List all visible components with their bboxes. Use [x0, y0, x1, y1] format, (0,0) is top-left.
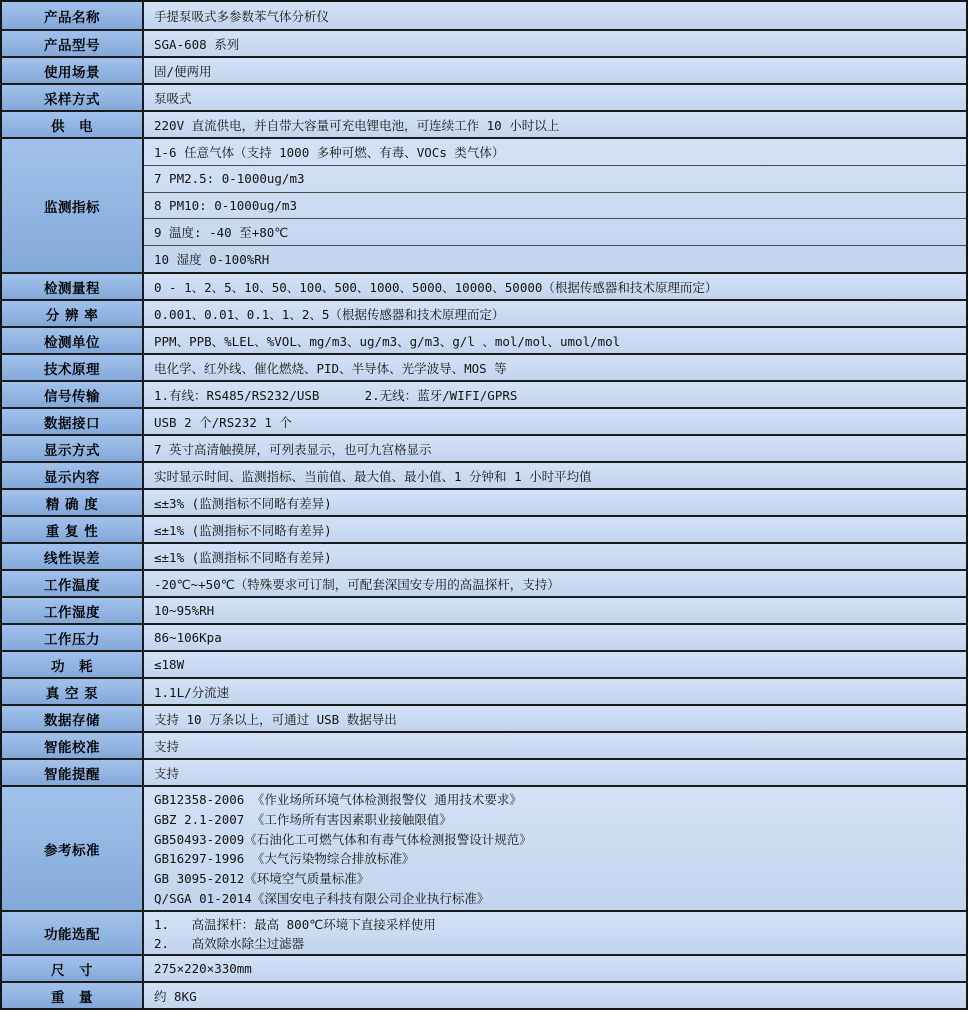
row-label-cell: [2, 706, 144, 731]
row-label: 智能校准: [44, 739, 100, 756]
row-value: 0 - 1、2、5、10、50、100、500、1000、5000、10000、50000（根据传感器和技术原理而定）: [144, 274, 966, 299]
row-value: 支持: [144, 733, 966, 758]
row-label-cell: [2, 787, 144, 910]
table-row-signal-transmission: [2, 380, 966, 407]
row-label: 采样方式: [44, 91, 100, 108]
row-label: 产品型号: [44, 37, 100, 54]
table-row-smart-reminder: [2, 758, 966, 785]
option-line: 1. 高温探杆：最高 800℃环境下直接采样使用: [154, 916, 436, 932]
table-row-detection-unit: [2, 326, 966, 353]
row-value: PPM、PPB、%LEL、%VOL、mg/m3、ug/m3、g/m3、g/l 、mol/mol、umol/mol: [144, 328, 966, 353]
row-label-cell: [2, 139, 144, 272]
row-label: 产品名称: [44, 9, 100, 26]
row-value: 电化学、红外线、催化燃烧、PID、半导体、光学波导、MOS 等: [144, 355, 966, 380]
table-row-product-model: [2, 29, 966, 56]
row-value: 约 8KG: [144, 983, 966, 1008]
row-label-cell: [2, 409, 144, 434]
table-row-sampling-method: [2, 83, 966, 110]
row-label-cell: [2, 382, 144, 407]
row-value: 220V 直流供电，并自带大容量可充电锂电池，可连续工作 10 小时以上: [144, 112, 966, 137]
row-label-cell: [2, 328, 144, 353]
row-label-cell: [2, 490, 144, 515]
row-label-cell: [2, 571, 144, 596]
row-label-cell: [2, 517, 144, 542]
row-label: 供 电: [51, 118, 93, 135]
standard-line: GB16297-1996 《大气污染物综合排放标准》: [154, 851, 415, 867]
row-label-cell: [2, 463, 144, 488]
row-label-cell: [2, 112, 144, 137]
table-row-monitor-indicators: [2, 137, 966, 272]
row-label: 重 复 性: [45, 523, 99, 540]
row-label: 尺 寸: [51, 962, 93, 979]
row-label: 检测单位: [44, 334, 100, 351]
row-label: 使用场景: [44, 64, 100, 81]
row-label-cell: [2, 274, 144, 299]
table-row-usage-scenario: [2, 56, 966, 83]
table-row-power-consumption: [2, 650, 966, 677]
row-label: 工作温度: [44, 577, 100, 594]
row-label-cell: [2, 679, 144, 704]
standard-line: GB 3095-2012《环境空气质量标准》: [154, 871, 370, 887]
row-label-cell: [2, 956, 144, 981]
table-row-data-interface: [2, 407, 966, 434]
row-value-group: [144, 139, 966, 272]
standard-line: GB12358-2006 《作业场所环境气体检测报警仪 通用技术要求》: [154, 791, 522, 807]
table-row-repeatability: [2, 515, 966, 542]
row-value: 0.001、0.01、0.1、1、2、5（根据传感器和技术原理而定）: [144, 301, 966, 326]
row-value: 泵吸式: [144, 85, 966, 110]
row-value-group: [144, 787, 966, 910]
standard-line: Q/SGA 01-2014《深国安电子科技有限公司企业执行标准》: [154, 891, 490, 907]
row-label: 检测量程: [44, 280, 100, 297]
row-label: 信号传输: [44, 388, 100, 405]
sub-row: 10 湿度 0-100%RH: [154, 252, 270, 268]
row-value: -20℃~+50℃（特殊要求可订制，可配套深国安专用的高温探杆，支持）: [144, 571, 966, 596]
table-row-technical-principle: [2, 353, 966, 380]
table-row-weight: [2, 981, 966, 1008]
row-label-cell: [2, 733, 144, 758]
row-label: 功能选配: [44, 927, 100, 943]
row-label-cell: [2, 85, 144, 110]
row-value: 10~95%RH: [144, 598, 966, 623]
row-value: 275×220×330mm: [144, 956, 966, 981]
table-row-display-content: [2, 461, 966, 488]
row-value: 86~106Kpa: [144, 625, 966, 650]
row-label: 技术原理: [44, 361, 100, 378]
row-label-cell: [2, 2, 144, 29]
table-row-working-pressure: [2, 623, 966, 650]
table-row-working-humidity: [2, 596, 966, 623]
row-value: 1.1L/分流速: [144, 679, 966, 704]
row-value: ≤±1% (监测指标不同略有差异): [144, 517, 966, 542]
row-label-cell: [2, 912, 144, 954]
row-value: 手提泵吸式多参数苯气体分析仪: [144, 2, 966, 29]
row-label: 工作湿度: [44, 604, 100, 621]
row-label-cell: [2, 625, 144, 650]
table-row-product-name: [2, 2, 966, 29]
row-label: 监测指标: [44, 199, 100, 216]
row-label-cell: [2, 436, 144, 461]
row-value: 支持: [144, 760, 966, 785]
row-label: 真 空 泵: [45, 685, 99, 702]
row-label-cell: [2, 58, 144, 83]
row-label-cell: [2, 760, 144, 785]
row-label-cell: [2, 544, 144, 569]
table-row-reference-standards: [2, 785, 966, 910]
table-row-data-storage: [2, 704, 966, 731]
row-label-cell: [2, 983, 144, 1008]
standard-line: GBZ 2.1-2007 《工作场所有害因素职业接触限值》: [154, 811, 452, 827]
row-label: 显示内容: [44, 469, 100, 486]
row-label: 重 量: [51, 989, 93, 1006]
row-value: 固/便两用: [144, 58, 966, 83]
standard-line: GB50493-2009《石油化工可燃气体和有毒气体检测报警设计规范》: [154, 831, 532, 847]
row-label-cell: [2, 598, 144, 623]
table-row-display-mode: [2, 434, 966, 461]
table-row-vacuum-pump: [2, 677, 966, 704]
table-row-optional-functions: [2, 910, 966, 954]
row-label-cell: [2, 355, 144, 380]
row-value: 支持 10 万条以上，可通过 USB 数据导出: [144, 706, 966, 731]
table-row-accuracy: [2, 488, 966, 515]
row-value-group: [144, 912, 966, 954]
row-label: 精 确 度: [45, 496, 99, 513]
row-label-cell: [2, 31, 144, 56]
table-row-resolution: [2, 299, 966, 326]
row-value: 7 英寸高清触摸屏，可列表显示，也可九宫格显示: [144, 436, 966, 461]
row-label: 功 耗: [51, 658, 93, 675]
table-row-dimensions: [2, 954, 966, 981]
table-row-linearity-error: [2, 542, 966, 569]
row-label: 数据存储: [44, 712, 100, 729]
row-value: ≤±3% (监测指标不同略有差异): [144, 490, 966, 515]
option-line: 2. 高效除水除尘过滤器: [154, 935, 305, 951]
row-value: 1.有线：RS485/RS232/USB 2.无线：蓝牙/WIFI/GPRS: [144, 382, 966, 407]
row-label: 智能提醒: [44, 766, 100, 783]
row-value: SGA-608 系列: [144, 31, 966, 56]
row-label-cell: [2, 652, 144, 677]
row-label: 线性误差: [44, 550, 100, 567]
table-row-smart-calibration: [2, 731, 966, 758]
table-row-power-supply: [2, 110, 966, 137]
row-label-cell: [2, 301, 144, 326]
row-label: 数据接口: [44, 415, 100, 432]
sub-row: 8 PM10: 0-1000ug/m3: [144, 193, 966, 220]
sub-row: 1-6 任意气体（支持 1000 多种可燃、有毒、VOCs 类气体）: [144, 139, 966, 166]
table-row-detection-range: [2, 272, 966, 299]
row-label: 参考标准: [44, 842, 100, 859]
row-value: USB 2 个/RS232 1 个: [144, 409, 966, 434]
row-value: ≤±1% (监测指标不同略有差异): [144, 544, 966, 569]
row-label: 分 辨 率: [45, 307, 99, 324]
row-label: 显示方式: [44, 442, 100, 459]
row-value: ≤18W: [144, 652, 966, 677]
table-row-working-temperature: [2, 569, 966, 596]
row-label: 工作压力: [44, 631, 100, 648]
row-value: 实时显示时间、监测指标、当前值、最大值、最小值、1 分钟和 1 小时平均值: [144, 463, 966, 488]
sub-row: 7 PM2.5: 0-1000ug/m3: [144, 166, 966, 193]
sub-row: 9 温度: -40 至+80℃: [144, 219, 966, 246]
